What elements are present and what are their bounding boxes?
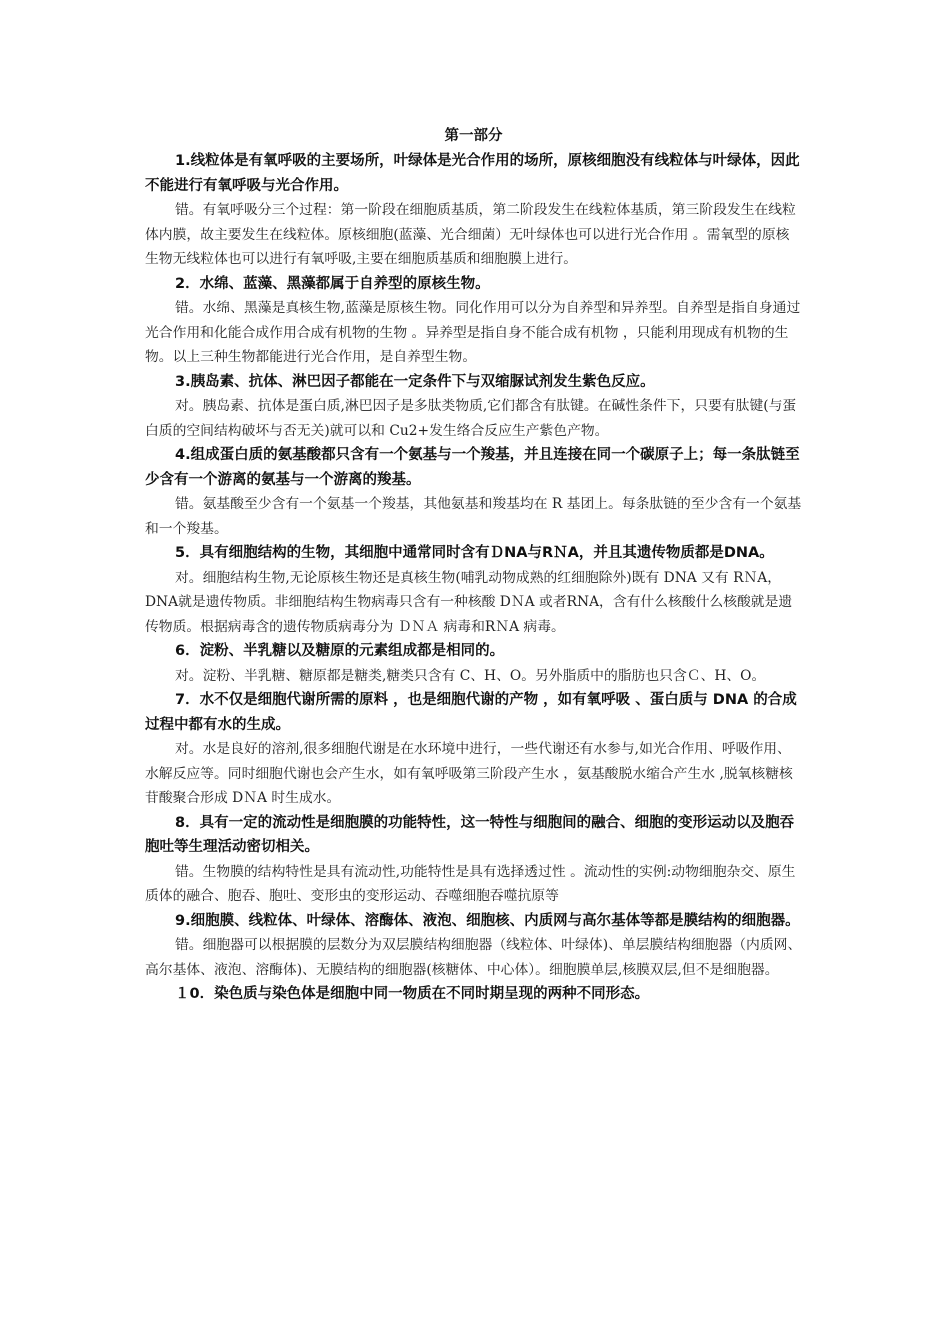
answer-7: 对。水是良好的溶剂,很多细胞代谢是在水环境中进行，一些代谢还有水参与,如光合作用、呼吸作用、水解反应等。同时细胞代谢也会产生水，如有氧呼吸第三阶段产生水 ，氨基酸脱水缩合产生水 ,脱氧核糖核苷酸聚合形成 DＮA 时生成水。 <box>145 741 793 806</box>
answer-3: 对。胰岛素、抗体是蛋白质,淋巴因子是多肽类物质,它们都含有肽键。在碱性条件下，只要有肽键(与蛋白质的空间结构破坏与否无关)就可以和 Cu2+发生络合反应生产紫色产物。 <box>145 398 797 439</box>
answer-9: 错。细胞器可以根据膜的层数分为双层膜结构细胞器（线粒体、叶绿体)、单层膜结构细胞器（内质网、高尔基体、液泡、溶酶体)、无膜结构的细胞器(核糖体、中心体）。细胞膜单层,核膜双层,但不是细胞器。 <box>145 937 802 978</box>
answer-1: 错。有氧呼吸分三个过程：第一阶段在细胞质基质，第二阶段发生在线粒体基质，第三阶段发生在线粒体内膜，故主要发生在线粒体。原核细胞(蓝藻、光合细菌）无叶绿体也可以进行光合作用 。需氧型的原核生物无线粒体也可以进行有氧呼吸,主要在细胞质基质和细胞膜上进行。 <box>145 202 796 267</box>
question-8: 8．具有一定的流动性是细胞膜的功能特性，这一特性与细胞间的融合、细胞的变形运动以及胞吞胞吐等生理活动密切相关。 <box>145 814 795 855</box>
question-5: 5．具有细胞结构的生物，其细胞中通常同时含有ＤNA与RＮA，并且其遗传物质都是DNA。 <box>175 545 774 561</box>
answer-4: 错。氨基酸至少含有一个氨基一个羧基，其他氨基和羧基均在 R 基团上。每条肽链的至少含有一个氨基和一个羧基。 <box>145 496 802 537</box>
question-3: 3.胰岛素、抗体、淋巴因子都能在一定条件下与双缩脲试剂发生紫色反应。 <box>175 373 655 390</box>
question-6: 6．淀粉、半乳糖以及糖原的元素组成都是相同的。 <box>175 643 505 659</box>
answer-6: 对。淀粉、半乳糖、糖原都是糖类,糖类只含有 C、H、O。另外脂质中的脂肪也只含Ｃ、H、O。 <box>175 667 766 684</box>
question-2: 2．水绵、蓝藻、黑藻都属于自养型的原核生物。 <box>175 275 490 292</box>
question-9: 9.细胞膜、线粒体、叶绿体、溶酶体、液泡、细胞核、内质网与高尔基体等都是膜结构的细胞器。 <box>175 912 800 929</box>
answer-8: 错。生物膜的结构特性是具有流动性,功能特性是具有选择透过性 。流动性的实例:动物细胞杂交、原生质体的融合、胞吞、胞吐、变形虫的变形运动、吞噬细胞吞噬抗原等 <box>145 863 796 904</box>
page-title: 第一部分 <box>444 128 503 144</box>
answer-2: 错。水绵、黑藻是真核生物,蓝藻是原核生物。同化作用可以分为自养型和异养型。自养型是指自身通过光合作用和化能合成作用合成有机物的生物 。异养型是指自身不能合成有机物 ，只能利用现成有机物的生物。以上三种生物都能进行光合作用，是自养型生物。 <box>145 300 801 365</box>
question-1: 1.线粒体是有氧呼吸的主要场所，叶绿体是光合作用的场所，原核细胞没有线粒体与叶绿体，因此不能进行有氧呼吸与光合作用。 <box>145 153 800 194</box>
answer-5: 对。细胞结构生物,无论原核生物还是真核生物(哺乳动物成熟的红细胞除外)既有 DNA 又有 RＮA，DNA就是遗传物质。非细胞结构生物病毒只含有一种核酸 DＮA 或者RNA，含有什么核酸什么核酸就是遗传物质。根据病毒含的遗传物质病毒分为 ＤＮＡ 病毒和RＮA 病毒。 <box>145 569 793 635</box>
question-4: 4.组成蛋白质的氨基酸都只含有一个氨基与一个羧基，并且连接在同一个碳原子上；每一条肽链至少含有一个游离的氨基与一个游离的羧基。 <box>145 447 800 488</box>
question-7: 7．水不仅是细胞代谢所需的原料 ，也是细胞代谢的产物 ，如有氧呼吸 、蛋白质与 DNA 的合成过程中都有水的生成。 <box>145 692 797 733</box>
question-10: １0．染色质与染色体是细胞中同一物质在不同时期呈现的两种不同形态。 <box>175 986 650 1002</box>
